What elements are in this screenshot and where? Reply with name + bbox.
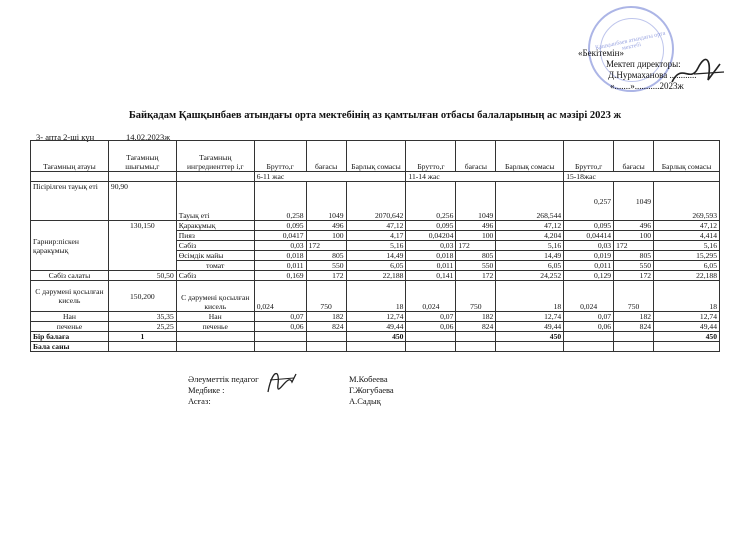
cell: 5,16: [496, 241, 564, 251]
table-row: [31, 182, 720, 221]
dish-name: Гарнир:піскен қаракұмық: [31, 221, 109, 271]
cell: 172: [306, 241, 346, 251]
approval-director-name: Д.Нурмаханова ............: [608, 70, 697, 80]
ingredient: Нан: [176, 312, 254, 322]
cell: 22,188: [654, 271, 720, 281]
cell: 47,12: [654, 221, 720, 231]
cell: 0,06: [564, 322, 614, 332]
cell: 18: [654, 281, 720, 312]
cell: 0,019: [564, 251, 614, 261]
cell: 5,16: [346, 241, 406, 251]
role-nurse: Медбике :: [188, 385, 225, 395]
cell: 100: [456, 231, 496, 241]
cell: 12,74: [496, 312, 564, 322]
approval-date: «.......»...........2023ж: [610, 81, 684, 91]
cell: 0,03: [564, 241, 614, 251]
cell: 6,05: [346, 261, 406, 271]
cell: 750: [306, 281, 346, 312]
dish-yield: 25,25: [108, 322, 176, 332]
dish-name: Сәбіз салаты: [31, 271, 109, 281]
cell: 172: [614, 241, 654, 251]
cell: 5,16: [654, 241, 720, 251]
ingredient: Қаракұмық: [176, 221, 254, 231]
cell: 805: [456, 251, 496, 261]
cell: 15,295: [654, 251, 720, 261]
dish-name: печенье: [31, 322, 109, 332]
cell: 24,252: [496, 271, 564, 281]
cell: 0,04414: [564, 231, 614, 241]
pedagogue-signature: [262, 364, 302, 400]
cell: 49,44: [346, 322, 406, 332]
table-row: [31, 221, 720, 231]
menu-table: [30, 140, 720, 352]
role-social-pedagogue: Әлеуметтік педагог: [188, 374, 259, 384]
header-row: [31, 141, 720, 172]
ingredient: Сәбіз: [176, 241, 254, 251]
cell: 2070,642: [346, 182, 406, 221]
cell: 1049: [614, 182, 654, 221]
menu-date: 14.02.2023ж: [126, 132, 171, 142]
stamp-text: Қашқынбаев атындағы орта мектебі: [594, 30, 666, 52]
cell: 0,095: [254, 221, 306, 231]
cell: 100: [614, 231, 654, 241]
cell: 805: [614, 251, 654, 261]
approval-block: [578, 48, 743, 92]
per-child-row: [31, 332, 720, 342]
cell: 805: [306, 251, 346, 261]
age-row: [31, 172, 720, 182]
cell: 49,44: [496, 322, 564, 332]
name-nurse: Г.Жогубаева: [349, 385, 394, 395]
ingredient: Пияз: [176, 231, 254, 241]
total-group-2: 450: [496, 332, 564, 342]
cell: 100: [306, 231, 346, 241]
header-cell: Барлық сомасы: [346, 141, 406, 172]
cell: 268,544: [496, 182, 564, 221]
cell: 0,03: [254, 241, 306, 251]
cell: 0,129: [564, 271, 614, 281]
cell: 750: [614, 281, 654, 312]
cell: 47,12: [346, 221, 406, 231]
cell: 0,06: [406, 322, 456, 332]
table-row: [31, 312, 720, 322]
cell: 172: [306, 271, 346, 281]
cell: 172: [614, 271, 654, 281]
header-cell: бағасы: [306, 141, 346, 172]
signatories-names: [349, 374, 394, 407]
table-row: [31, 271, 720, 281]
age-group-2: 11-14 жас: [406, 172, 564, 182]
header-cell: бағасы: [456, 141, 496, 172]
dish-name: Нан: [31, 312, 109, 322]
cell: 14,49: [496, 251, 564, 261]
dish-yield: 150,200: [108, 281, 176, 312]
ingredient: С дәрумені қосылған кисель: [176, 281, 254, 312]
per-child-label: Бір балаға: [31, 332, 109, 342]
cell: 172: [456, 241, 496, 251]
cell: 6,05: [654, 261, 720, 271]
signatories-roles: [188, 374, 259, 407]
approval-position: Мектеп директоры:: [606, 59, 681, 69]
cell: 0,011: [564, 261, 614, 271]
cell: 0,256: [406, 182, 456, 221]
dish-yield: 90,90: [108, 182, 176, 221]
ingredient: Тауық еті: [176, 182, 254, 221]
cell: 47,12: [496, 221, 564, 231]
cell: 0,07: [406, 312, 456, 322]
cell: 4,204: [496, 231, 564, 241]
cell: 0,095: [406, 221, 456, 231]
cell: 0,018: [406, 251, 456, 261]
cell: 550: [456, 261, 496, 271]
dish-name: С дәрумені қосылған кисель: [31, 281, 109, 312]
cell: 182: [614, 312, 654, 322]
cell: 0,011: [254, 261, 306, 271]
dish-yield: 50,50: [108, 271, 176, 281]
header-cell: Брутто,г: [564, 141, 614, 172]
cell: 0,07: [564, 312, 614, 322]
header-cell: Брутто,г: [406, 141, 456, 172]
dish-yield: 130,150: [108, 221, 176, 271]
cell: 172: [456, 271, 496, 281]
header-cell: бағасы: [614, 141, 654, 172]
header-cell: Барлық сомасы: [654, 141, 720, 172]
approval-title: «Бекітемін»: [578, 48, 624, 58]
cell: 824: [456, 322, 496, 332]
cell: 1049: [306, 182, 346, 221]
table-row: [31, 322, 720, 332]
cell: 0,07: [254, 312, 306, 322]
header-cell: Тағамның атауы: [31, 141, 109, 172]
ingredient: печенье: [176, 322, 254, 332]
cell: 6,05: [496, 261, 564, 271]
cell: 0,03: [406, 241, 456, 251]
cell: 550: [614, 261, 654, 271]
cell: 0,258: [254, 182, 306, 221]
cell: 550: [306, 261, 346, 271]
page-title: Байқадам Қашқынбаев атындағы орта мектебінің аз қамтылған отбасы балаларының ас мәзірі 2023 ж: [128, 110, 622, 121]
cell: 824: [306, 322, 346, 332]
cell: 0,06: [254, 322, 306, 332]
cell: 0,095: [564, 221, 614, 231]
name-cook: А.Садық: [349, 396, 381, 406]
cell: 49,44: [654, 322, 720, 332]
ingredient: Сәбіз: [176, 271, 254, 281]
header-cell: Тағамның шығымы,г: [108, 141, 176, 172]
ingredient: Өсімдік майы: [176, 251, 254, 261]
name-social-pedagogue: М.Кобеева: [349, 374, 388, 384]
per-child-qty: 1: [108, 332, 176, 342]
header-cell: Брутто,г: [254, 141, 306, 172]
cell: 0,024: [406, 281, 456, 312]
total-group-1: 450: [346, 332, 406, 342]
children-count-row: [31, 342, 720, 352]
header-cell: Барлық сомасы: [496, 141, 564, 172]
cell: 12,74: [346, 312, 406, 322]
cell: 0,018: [254, 251, 306, 261]
ingredient: томат: [176, 261, 254, 271]
age-group-1: 6-11 жас: [254, 172, 406, 182]
cell: 0,257: [564, 182, 614, 221]
cell: 496: [614, 221, 654, 231]
cell: 182: [456, 312, 496, 322]
cell: 0,169: [254, 271, 306, 281]
cell: 12,74: [654, 312, 720, 322]
cell: 22,188: [346, 271, 406, 281]
dish-yield: 35,35: [108, 312, 176, 322]
header-cell: Тағамның ингредиенттер і,г: [176, 141, 254, 172]
table-row: [31, 281, 720, 312]
cell: 0,04204: [406, 231, 456, 241]
cell: 1049: [456, 182, 496, 221]
cell: 0,0417: [254, 231, 306, 241]
role-cook: Асғаз:: [188, 396, 211, 406]
cell: 750: [456, 281, 496, 312]
cell: 0,141: [406, 271, 456, 281]
cell: 496: [456, 221, 496, 231]
cell: 496: [306, 221, 346, 231]
cell: 4,17: [346, 231, 406, 241]
cell: 269,593: [654, 182, 720, 221]
cell: 14,49: [346, 251, 406, 261]
cell: 18: [496, 281, 564, 312]
age-group-3: 15-18жас: [564, 172, 720, 182]
cell: 0,011: [406, 261, 456, 271]
cell: 0,024: [564, 281, 614, 312]
cell: 0,024: [254, 281, 306, 312]
cell: 824: [614, 322, 654, 332]
children-count-label: Бала саны: [31, 342, 109, 352]
total-group-3: 450: [654, 332, 720, 342]
cell: 18: [346, 281, 406, 312]
cell: 4,414: [654, 231, 720, 241]
week-day: 3- апта 2-ші күн: [36, 132, 95, 142]
dish-name: Пісірілген тауық еті: [31, 182, 109, 221]
cell: 182: [306, 312, 346, 322]
